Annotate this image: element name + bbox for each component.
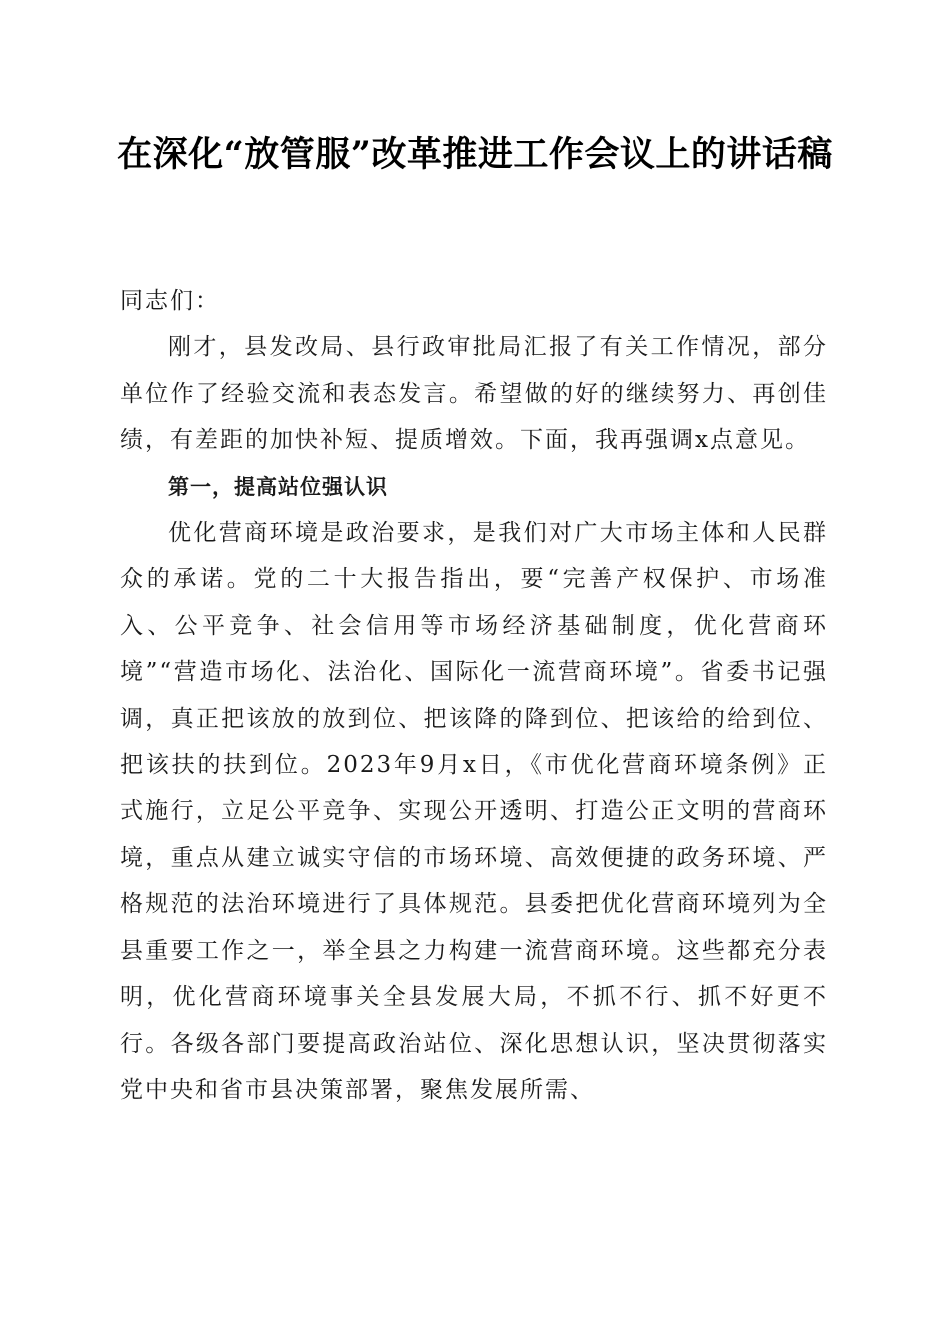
paragraph-opening: 刚才，县发改局、县行政审批局汇报了有关工作情况，部分单位作了经验交流和表态发言。希望做的好的继续努力、再创佳绩，有差距的加快补短、提质增效。下面，我再强调x点意见。	[120, 334, 828, 454]
paragraph-section-one: 优化营商环境是政治要求，是我们对广大市场主体和人民群众的承诺。党的二十大报告指出，要“完善产权保护、市场准入、公平竞争、社会信用等市场经济基础制度，优化营商环境”“营造市场化、法治化、国际化一流营商环境”。省委书记强调，真正把该放的放到位、把该降的降到位、把该给的给到位、把该扶的扶到位。2023年9月x日，《市优化营商环境条例》正式施行，立足公平竞争、实现公开透明、打造公正文明的营商环境，重点从建立诚实守信的市场环境、高效便捷的政务环境、严格规范的法治环境进行了具体规范。县委把优化营商环境列为全县重要工作之一，举全县之力构建一流营商环境。这些都充分表明，优化营商环境事关全县发展大局，不抓不行、抓不好更不行。各级各部门要提高政治站位、深化思想认识，坚决贯彻落实党中央和省市县决策部署，聚焦发展所需、	[120, 520, 828, 1103]
section-heading-first: 第一，提高站位强认识	[168, 473, 388, 499]
document-title: 在深化“放管服”改革推进工作会议上的讲话稿	[117, 134, 833, 175]
salutation: 同志们：	[120, 288, 220, 314]
document-body	[120, 278, 828, 1113]
